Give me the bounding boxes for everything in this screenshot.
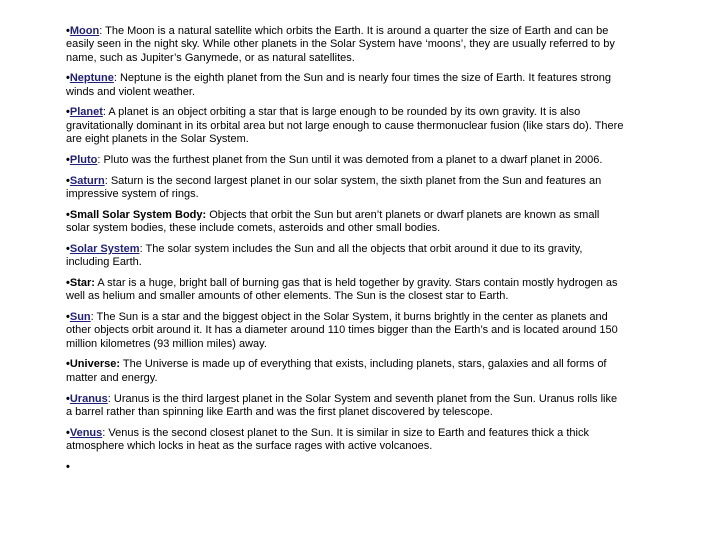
glossary-term-link[interactable]: Neptune: [69, 72, 114, 85]
glossary-term-link[interactable]: Venus: [69, 426, 103, 439]
glossary-term-link[interactable]: Pluto: [69, 153, 98, 166]
glossary-page: [66, 25, 626, 474]
glossary-definition: The Universe is made up of everything that exists, including planets, stars, galaxies and all forms of matter and energy.: [66, 358, 607, 384]
glossary-definition: : A planet is an object orbiting a star that is large enough to be rounded by its own gravity. It is also gravitationally dominant in its orbital area but not large enough to cause thermonuclear fusion (like stars do). There are eight planets in the Solar System.: [66, 106, 624, 146]
glossary-entry: [66, 154, 626, 167]
glossary-definition: A star is a huge, bright ball of burning gas that is held together by gravity. Stars contain mostly hydrogen as well as helium and smaller amounts of other elements. The Sun is the closest star to Earth.: [66, 276, 618, 303]
glossary-entry: [66, 25, 626, 65]
glossary-term: Universe:: [69, 358, 120, 371]
bullet-mark: •: [66, 358, 70, 371]
bullet-mark: •: [66, 208, 70, 221]
glossary-term-link[interactable]: Solar System: [69, 242, 140, 255]
glossary-entry: [66, 175, 626, 202]
bullet-mark: •: [66, 153, 70, 166]
glossary-entry: [66, 427, 626, 454]
glossary-entry: [66, 106, 626, 146]
glossary-term-link[interactable]: Moon: [69, 25, 100, 37]
glossary-definition: : The Sun is a star and the biggest object in the Solar System, it burns brightly in the center as planets and other objects orbit around it. It has a diameter around 110 times bigger than the Earth’s and is located around 150 million kilometres (93 million miles) away.: [66, 311, 618, 350]
bullet-mark: •: [66, 242, 70, 255]
bullet-mark: •: [66, 72, 70, 85]
glossary-definition: : Venus is the second closest planet to the Sun. It is similar in size to Earth and features thick a thick atmosphere which locks in heat as the surface rages with active volcanoes.: [66, 426, 589, 452]
glossary-definition: : Neptune is the eighth planet from the Sun and is nearly four times the size of Earth. It features strong winds and violent weather.: [66, 72, 611, 98]
glossary-term-link[interactable]: Sun: [69, 311, 91, 324]
glossary-term: Star:: [69, 276, 95, 289]
glossary-term-link[interactable]: Saturn: [69, 174, 105, 187]
bullet-mark: •: [66, 25, 70, 37]
glossary-term-link[interactable]: Planet: [69, 106, 103, 119]
glossary-entry: [66, 358, 626, 385]
bullet-mark: •: [66, 311, 70, 324]
glossary-entry: [66, 243, 626, 270]
glossary-definition: : Uranus is the third largest planet in the Solar System and seventh planet from the Sun. Uranus rolls like a barrel rather than spinning like Earth and was the first planet discovered by telescope.: [66, 392, 618, 418]
bullet-mark: •: [66, 174, 70, 187]
glossary-entry: [66, 393, 626, 420]
glossary-entry: [66, 277, 626, 304]
glossary-entry: [66, 72, 626, 99]
glossary-term: Small Solar System Body:: [69, 208, 207, 221]
glossary-term-link[interactable]: Uranus: [69, 392, 108, 405]
bullet-mark: •: [66, 106, 70, 119]
glossary-definition: : Saturn is the second largest planet in our solar system, the sixth planet from the Sun and features an impressive system of rings.: [66, 174, 602, 200]
glossary-list: [66, 25, 626, 453]
glossary-definition: : The Moon is a natural satellite which orbits the Earth. It is around a quarter the size of Earth and can be easily seen in the night sky. While other planets in the Solar System have ‘moons’, they are usually referred to by name, such as Jupiter’s Ganymede, or as natural satellites.: [66, 25, 615, 64]
bullet-mark: •: [66, 426, 70, 439]
bullet-mark: •: [66, 392, 70, 405]
glossary-definition: : Pluto was the furthest planet from the Sun until it was demoted from a planet to a dwarf planet in 2006.: [97, 153, 603, 166]
glossary-entry: [66, 209, 626, 236]
empty-bullet: •: [66, 460, 70, 473]
glossary-entry: [66, 311, 626, 351]
bullet-mark: •: [66, 276, 70, 289]
glossary-definition: Objects that orbit the Sun but aren’t planets or dwarf planets are known as small solar system bodies, these include comets, asteroids and other small bodies.: [66, 208, 600, 235]
glossary-definition: : The solar system includes the Sun and all the objects that orbit around it due to its gravity, including Earth.: [66, 242, 583, 269]
